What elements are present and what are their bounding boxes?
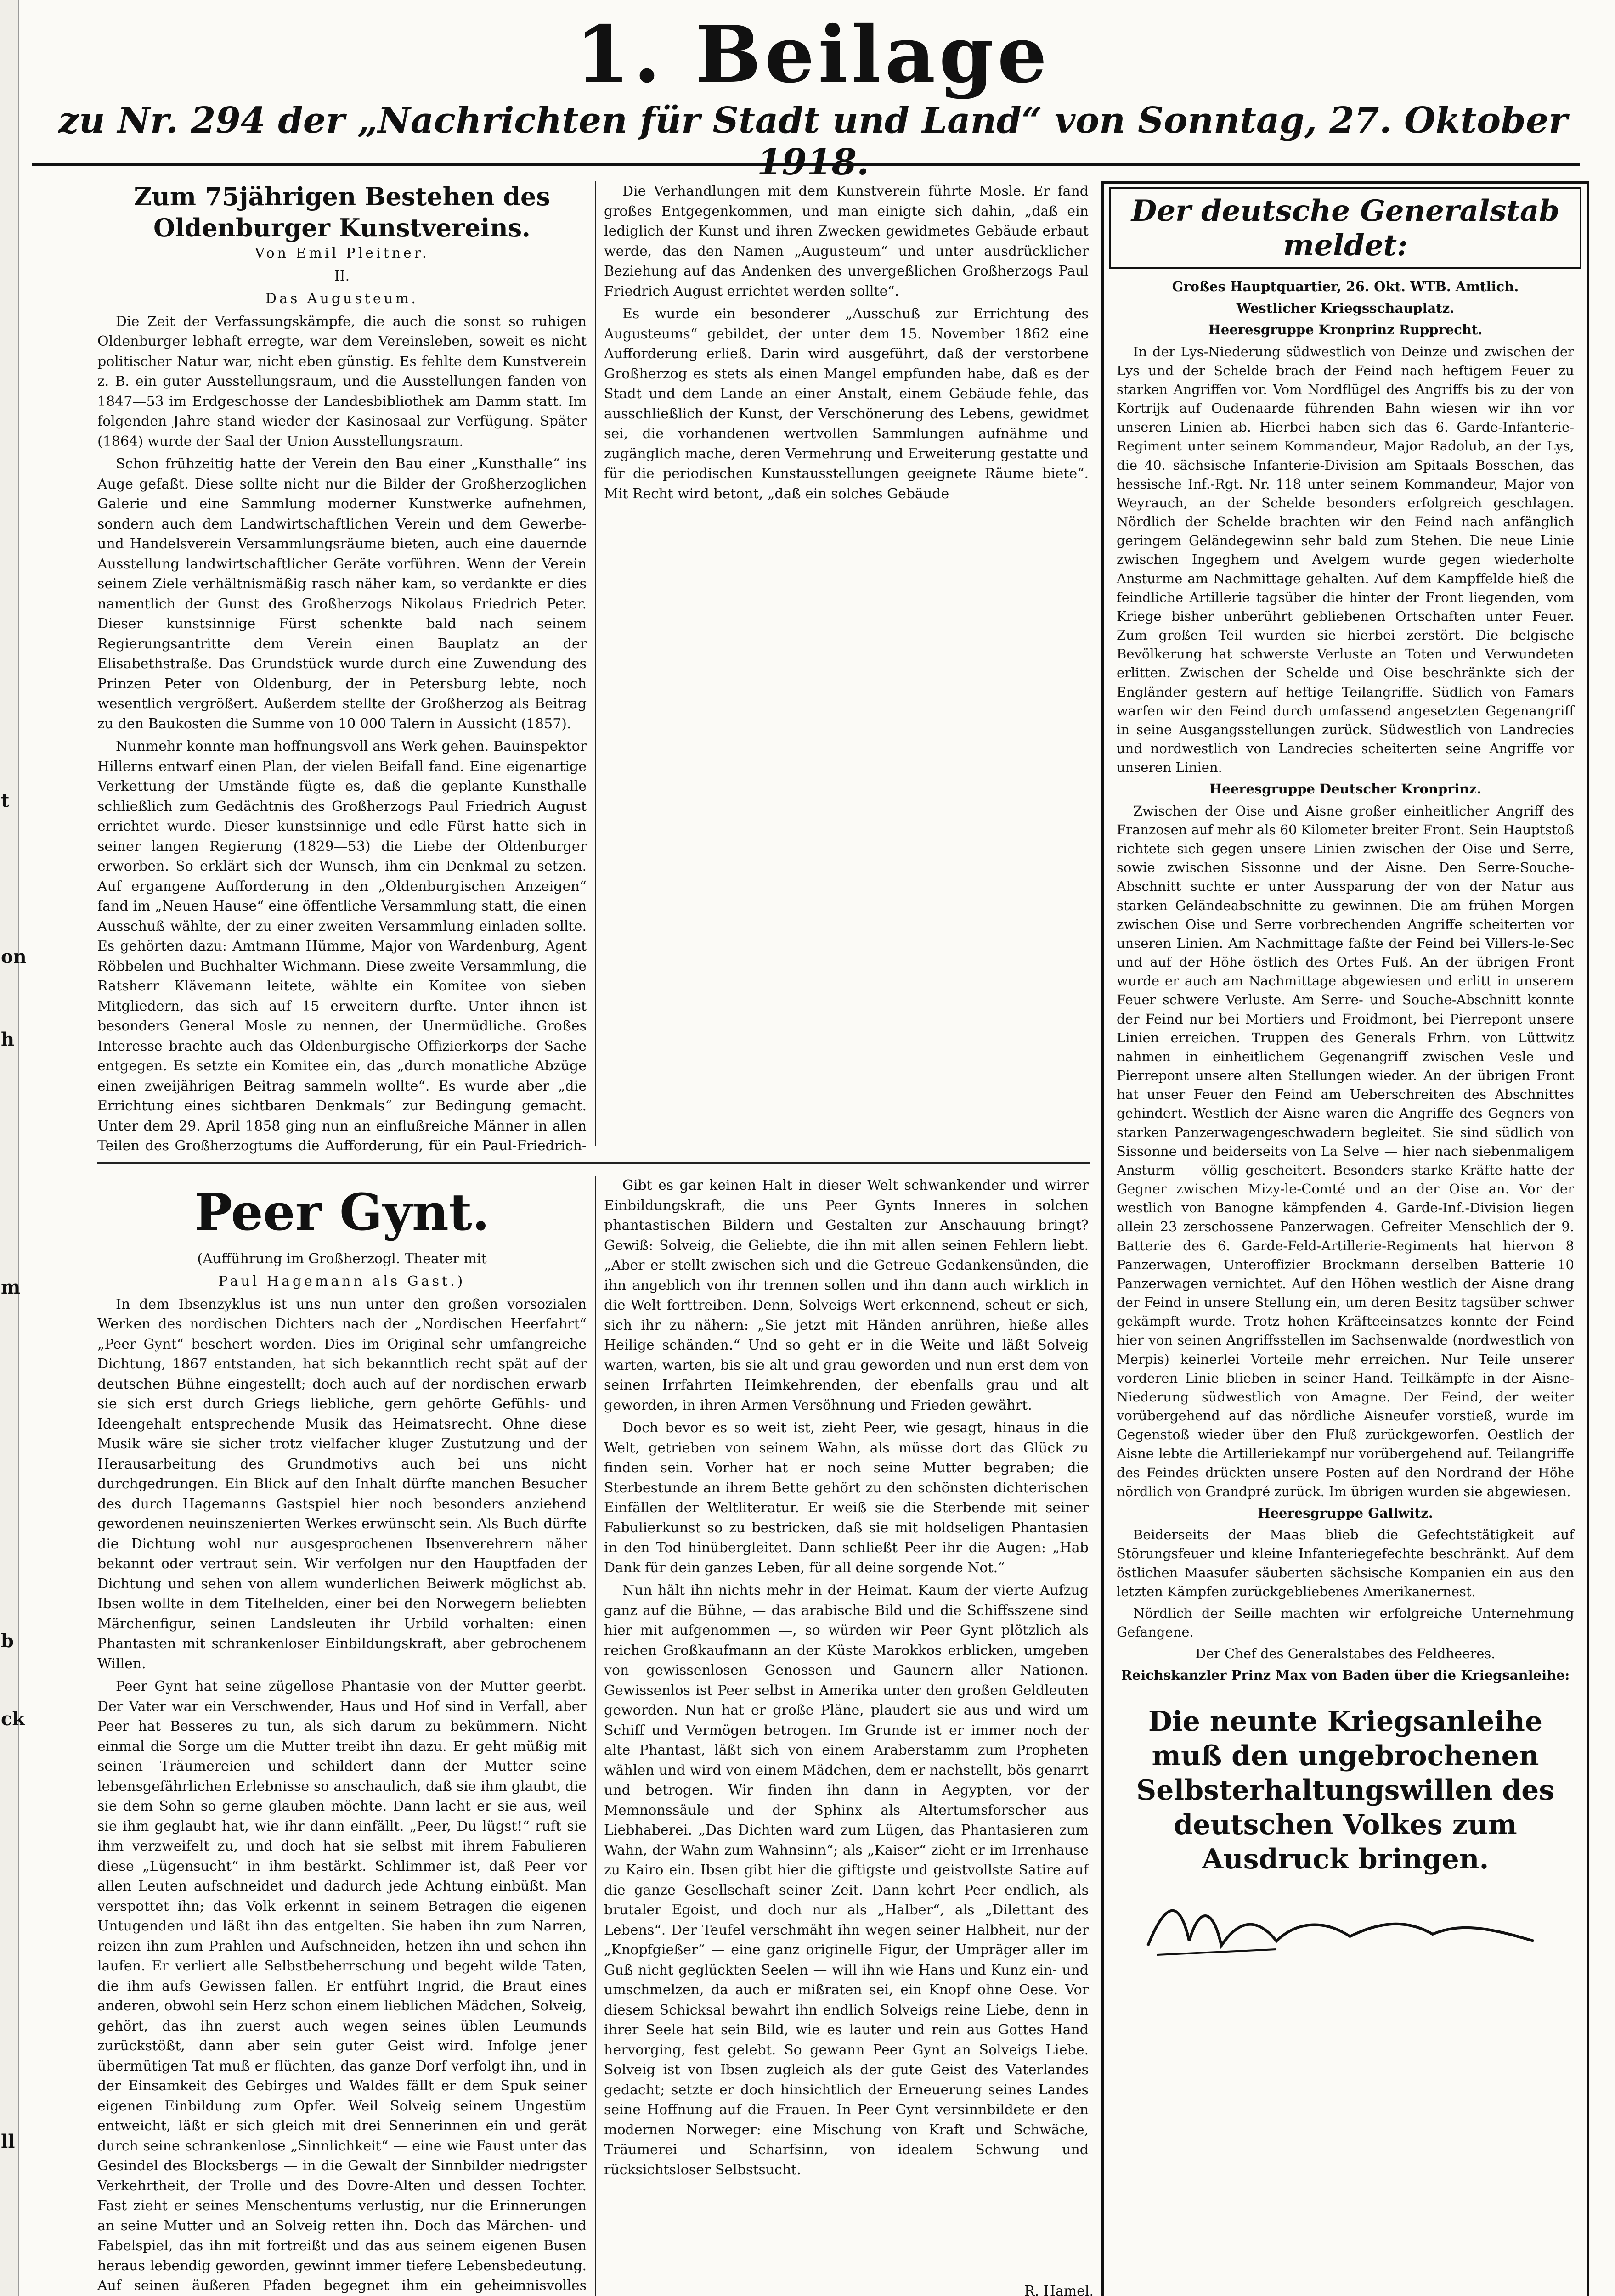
report-army-group: Heeresgruppe Kronprinz Rupprecht. (1208, 322, 1483, 338)
report-paragraph: In der Lys-Niederung südwestlich von Deinze und zwischen der Lys und der Schelde brach der Feind nach heftigem Feuer zu starken Angriffen vor. Vom Nordflügel des Angriffs bis zu der von Kortrijk auf Oudenaarde führenden Bahn wiesen wir ihn vor unseren Linien ab. Hierbei haben sich das 6. Garde-Infanterie-Regiment unter seinem Kommandeur, Major Radolub, an der Lys, die 40. sächsische Infanterie-Division am Spitaals Bosschen, das hessische Inf.-Rgt. Nr. 118 unter seinem Kommandeur, Major von Weyrauch, an der Schelde besonders erfolgreich geschlagen. Nördlich der Schelde brachten wir den Feind nach anfänglich geringem Geländegewinn sehr bald zum Stehen. Die neue Linie zwischen Ingeghem und Avelgem wurde gegen wiederholte Ansturme am Nachmittage gehalten. Auf dem Kampffelde hieß die feindliche Artillerie tagsüber die hinter der Front liegenden, vom Kriege bisher unberührt gebliebenen Ortschaften unter Feuer. Zum großen Teil wurden sie hierbei zerstört. Die belgische Bevölkerung hat schwerste Verluste an Toten und Verwundeten erlitten. Zwischen der Schelde und Oise beschränkte sich der Engländer gestern auf heftige Teilangriffe. Südlich von Famars warfen wir den Feind durch umfassend angesetzten Gegenangriff in seine Ausgangsstellungen zurück. Südwestlich von Landrecies und nordwestlich von Landrecies scheiterten seine Angriffe vor unseren Linien. (1117, 343, 1574, 776)
peer-gynt-column-2 (604, 1176, 1089, 2278)
peer-gynt-title: Peer Gynt. (194, 1182, 490, 1242)
signature-graphic (1131, 1891, 1559, 1964)
report-paragraph: Nördlich der Seille machten wir erfolgreiche Unternehmung Gefangene. (1117, 1605, 1574, 1640)
peer-gynt-author: R. Hamel. (1024, 2283, 1094, 2296)
kunstverein-paragraph: Nunmehr konnte man hoffnungsvoll ans Werk gehen. Bauinspektor Hillerns entwarf einen Plan, der vielen Beifall fand. Eine eigenartige Verkettung der Umstände fügte es, daß die geplante Kunsthalle schließlich zum Gedächtnis des Großherzogs Paul Friedrich August errichtet wurde. Dieser kunstsinnige und edle Fürst hatte sich in seiner langen Regierung (1829—53) die Liebe der Oldenburger erworben. So erklärt sich der Wunsch, ihm ein Denkmal zu setzen. Auf ergangene Aufforderung in den „Oldenburgischen Anzeigen“ fand im „Neuen Hause“ eine öffentliche Versammlung statt, die einen Ausschuß wählte, der zu einer zweiten Versammlung einladen sollte. Es gehörten dazu: Amtmann Hümme, Major von Wardenburg, Agent Röbbelen und Buchhalter Wichmann. Diese zweite Versammlung, die Ratsherr Klävemann leitete, wählte ein Komitee von sieben Mitgliedern, das sich auf 15 erweitern durfte. Unter ihnen ist besonders General Mosle zu nennen, der Unermüdliche. Großes Interesse brachte auch das Oldenburgische Offizierkorps der Sache entgegen. Es setzte ein Komitee ein, das „durch monatliche Abzüge einen zweijährigen Beitrag sammeln wollte“. Es wurde aber „die Errichtung eines sichtbaren Denkmals“ zur Bedingung gemacht. Unter dem 29. April 1858 ging nun an einflußreiche Männer in allen Teilen des Großherzogtums die Aufforderung, für ein Paul-Friedrich- (97, 738, 587, 1154)
peer-gynt-paragraph: In dem Ibsenzyklus ist uns nun unter den großen vorsozialen Werken des nordischen Dichters nach der „Nordischen Heerfahrt“ „Peer Gynt“ beschert worden. Dies im Original sehr umfangreiche Dichtung, 1867 entstanden, hat sich bekanntlich recht spät auf der deutschen Bühne eingestellt; doch auch auf der nordischen erwarb sie sich erst durch Griegs liebliche, gern gehörte Gefühls- und Ideengehalt entsprechende Musik das Heimatsrecht. Ohne diese Musik wäre sie sicher trotz vielfacher kluger Zustutzung und der Herausarbeitung des Grundmotivs auch bei uns nicht durchgedrungen. Ein Blick auf den Inhalt dürfte manchen Besucher des durch Hagemanns Gastspiel hier noch besonders anziehend gewordenen neuinszenierten Werkes erwünscht sein. Als Buch dürfte die Dichtung wohl nur ausgesprochenen Ibsenverehrern näher bekannt oder vertraut sein. Wir verfolgen nur den Hauptfaden der Dichtung und sehen von allem wunderlichen Beiwerk möglichst ab. Ibsen wollte in dem Titelhelden, einer bei den Norwegern beliebten Märchenfigur, seinen Landsleuten ihr Urbild vorhalten: einen Phantasten mit schrankenloser Einbildungskraft, aber gebrochenem Willen. (97, 1296, 587, 1672)
report-paragraph: Zwischen der Oise und Aisne großer einheitlicher Angriff des Franzosen auf mehr als 60 Kilometer breiter Front. Sein Hauptstoß richtete sich gegen unsere Linien zwischen der Oise und Serre, sowie zwischen Sissonne und der Aisne. Den Serre-Souche-Abschnitt suchte er unter Aussparung der von der Natur aus starken Geländeabschnitte zu gewinnen. Die am frühen Morgen zwischen Oise und Serre vorbrechenden Angriffe scheiterten vor unseren Linien. Am Nachmittage faßte der Feind bei Villers-le-Sec und auf der Höhe östlich des Ortes Fuß. An der übrigen Front wurde er auch am Nachmittage abgewiesen und erlitt in unserem Feuer schwere Verluste. Am Serre- und Souche-Abschnitt konnte der Feind nur bei Mortiers und Froidmont, bei Pierrepont unsere Linien erreichen. Truppen des Generals Frhrn. von Lüttwitz nahmen in einheitlichem Gegenangriff zwischen Vesle und Pierrepont unsere alten Stellungen wieder. An der übrigen Front hat unser Feuer den Feind am Ueberschreiten des Abschnittes gehindert. Westlich der Aisne waren die Angriffe des Gegners von starken Panzerwagengeschwadern begleitet. Sie sind südlich von Sissonne und beiderseits von La Selve — hier nach siebenmaligem Ansturm — völlig gescheitert. Besonders starke Kräfte hatte der Gegner zwischen Mizy-le-Comté und an der Oise an. Vor der westlich von Banogne kämpfenden 4. Garde-Inf.-Division liegen allein 23 zerschossene Panzerwagen. Gefreiter Menschlich der 9. Batterie des 6. Garde-Feld-Artillerie-Regiments hat hiervon 8 Panzerwagen, Unteroffizier Brockmann derselben Batterie 10 Panzerwagen vernichtet. Auf den Höhen westlich der Aisne drang der Feind in unsere Stellung ein, um deren Besitz tagsüber schwer gekämpft wurde. Trotz hohen Kräfteeinsatzes konnte der Feind hier von seinen Angriffsstellen im Sachsenwalde (nordwestlich von Merpis) keinerlei Vorteile mehr erreichen. Nur Teile unserer vorderen Linie blieben in seiner Hand. Teilkämpfe in der Aisne-Niederung südwestlich von Amagne. Der Feind, der weiter vorübergehend auf das nördliche Aisneufer vorstieß, wurde im Gegenstoß wieder über den Fluß zurückgeworfen. Oestlich der Aisne lebte die Artilleriekampf nur vorübergehend auf. Teilangriffe des Feindes drückten unsere Posten auf den Nordrand der Höhe nördlich von Grandpré zurück. Im übrigen wurden sie abgewiesen. (1117, 803, 1574, 1499)
generalstab-report (1104, 273, 1587, 1693)
kunstverein-section: Das Augusteum. (265, 291, 418, 307)
column-rule (595, 181, 596, 1146)
peer-gynt-paragraph: Nun hält ihn nichts mehr in der Heimat. Kaum der vierte Aufzug ganz auf die Bühne, — das arabische Bild und die Schiffsszene sind hier mit aufgenommen —, so würden wir Peer Gynt plötzlich als reichen Großkaufmann an der Küste Marokkos erblicken, umgeben von gewissenlosen Genossen und Gaunern aller Nationen. Gewissenlos ist Peer selbst in Amerika unter den großen Geldleuten geworden. Nun hat er große Pläne, plaudert sie aus und wird um Schiff und Vermögen betrogen. Im Grunde ist er immer noch der alte Phantast, läßt sich von einem Araberstamm zum Propheten wählen und wird von einem Mädchen, dem er nachstellt, bös genarrt und betrogen. Wir finden ihn dann in Aegypten, vor der Memnonssäule und der Sphinx als Altertumsforscher aus Liebhaberei. „Das Dichten ward zum Lügen, das Phantasieren zum Wahn, der Wahn zum Wahnsinn“; als „Kaiser“ zieht er im Irrenhause zu Kairo ein. Ibsen gibt hier die giftigste und geistvollste Satire auf die ganze Gesellschaft seiner Zeit. Dann kehrt Peer endlich, als brutaler Egoist, und doch nur als „Halber“, als „Dilettant des Lebens“. Der Teufel verschmäht ihn wegen seiner Halbheit, nur der „Knopfgießer“ — eine ganz originelle Figur, der Umpräger aller im Guß nicht geglückten Seelen — will ihn wie Hans und Kunz ein- und umschmelzen, da auch er mißraten sei, ein Knopf ohne Oese. Vor diesem Schicksal bewahrt ihn endlich Solveigs reine Liebe, denn in ihrer Seele hat sein Bild, wie es lauter und rein aus Gottes Hand hervorging, fest gelebt. So gewann Peer Gynt an Solveigs Liebe. Solveig ist von Ibsen zugleich als der gute Geist des Vaterlandes gedacht; setzte er doch hinsichtlich der Erneuerung seines Landes seine Hoffnung auf die Frauen. In Peer Gynt versinnbildete er den modernen Norweger: eine Mischung von Kraft und Schwäche, Träumerei und Scharfsinn, von idealem Schwung und rücksichtsloser Selbstsucht. (604, 1582, 1089, 2178)
kunstverein-column-1 (97, 181, 587, 1155)
report-army-group: Heeresgruppe Deutscher Kronprinz. (1209, 781, 1482, 797)
generalstab-title: Der deutsche Generalstab meldet: (1109, 187, 1581, 269)
report-army-group: Heeresgruppe Gallwitz. (1258, 1505, 1433, 1521)
kunstverein-paragraph: Die Verhandlungen mit dem Kunstverein führte Mosle. Er fand großes Entgegenkommen, und man einigte sich dahin, „daß ein lediglich der Kunst und ihren Zwecken gewidmetes Gebäude erbaut werde, das den Namen „Augusteum“ und unter ausdrücklicher Beziehung auf das Andenken des unvergeßlichen Großherzogs Paul Friedrich August errichtet werden sollte“. (604, 183, 1089, 299)
report-dateline: Großes Hauptquartier, 26. Okt. WTB. Amtlich. (1172, 279, 1519, 294)
left-page-fragment (0, 0, 27, 2296)
report-paragraph: Beiderseits der Maas blieb die Gefechtstätigkeit auf Störungsfeuer und kleine Infanteriegefechte beschränkt. Auf dem östlichen Maasufer säuberten sächsische Kompanien ein aus den letzten Kämpfen zurückgebliebenes Amerikanernest. (1117, 1527, 1574, 1599)
war-loan-quote: Die neunte Kriegsanleihe muß den ungebrochenen Selbsterhaltungswillen des deutschen Volkes zum Ausdruck bringen. (1136, 1705, 1555, 1875)
peer-gynt-subtitle: Paul Hagemann als Gast.) (218, 1273, 466, 1289)
kunstverein-title: Zum 75jährigen Bestehen des Oldenburger Kunstvereins. (134, 182, 550, 242)
kunstverein-byline: Von Emil Pleitner. (254, 245, 429, 261)
fragment-letter: t (1, 790, 10, 811)
column-rule (595, 1176, 596, 2296)
section-rule (97, 1162, 1090, 1164)
fragment-letter: ck (1, 1708, 25, 1730)
peer-gynt-column-1 (97, 1176, 587, 2296)
fragment-letter: m (1, 1277, 21, 1298)
fragment-letter: on (1, 946, 27, 968)
kunstverein-part: II. (334, 268, 350, 284)
chancellor-signature (1131, 1891, 1559, 1964)
generalstab-box (1101, 181, 1589, 2296)
kunstverein-paragraph: Es wurde ein besonderer „Ausschuß zur Errichtung des Augusteums“ gebildet, der unter dem 15. November 1862 eine Aufforderung erließ. Darin wird ausgeführt, daß der verstorbene Großherzog es stets als einen Mangel empfunden habe, daß es der Stadt und dem Lande an einer Anstalt, einem Gebäude fehle, das ausschließlich der Kunst, der Verschönerung des Lebens, gewidmet sei, die vorhandenen wertvollen Sammlungen aufnähme und zugänglich mache, deren Vermehrung und Erweiterung gestatte und für die periodischen Kunstausstellungen geeignete Räume biete“. Mit Recht wird betont, „daß ein solches Gebäude (604, 306, 1089, 502)
masthead-rule (32, 163, 1580, 166)
kunstverein-paragraph: Schon frühzeitig hatte der Verein den Bau einer „Kunsthalle“ ins Auge gefaßt. Diese sollte nicht nur die Bilder der Großherzoglichen Galerie und eine Sammlung moderner Kunstwerke aufnehmen, sondern auch dem Landwirtschaftlichen Verein und dem Gewerbe- und Handelsverein Versammlungsräume bieten, auch eine dauernde Ausstellung landwirtschaftlicher Geräte vorführen. Wenn der Verein seinem Ziele verhältnismäßig rasch näher kam, so verdankte er dies namentlich der Gunst des Großherzogs Nikolaus Friedrich Peter. Dieser kunstsinnige Fürst schenkte bald nach seinem Regierungsantritte dem Verein einen Bauplatz an der Elisabethstraße. Das Grundstück wurde durch eine Zuwendung des Prinzen Peter von Oldenburg, der in Petersburg lebte, noch wesentlich vergrößert. Außerdem stellte der Großherzog als Beitrag zu den Baukosten die Summe von 10 000 Talern in Aussicht (1857). (97, 456, 587, 732)
peer-gynt-paragraph: Doch bevor es so weit ist, zieht Peer, wie gesagt, hinaus in die Welt, getrieben von seinem Wahn, als müsse dort das Glück zu finden sein. Vorher hat er noch seine Mutter begraben; die Sterbestunde an ihrem Bette gehört zu den schönsten dichterischen Einfällen der Weltliteratur. Er weiß sie die Sterbende mit seiner Fabulierkunst so zu bestricken, daß sie mit holdseligen Phantasien in den Tod hinübergleitet. Dann schließt Peer ihr die Augen: „Hab Dank für dein ganzes Leben, für all deine sorgende Not.“ (604, 1420, 1089, 1576)
peer-gynt-subtitle: (Aufführung im Großherzogl. Theater mit (197, 1250, 487, 1267)
fragment-letter: h (1, 1029, 15, 1050)
supplement-title: 1. Beilage (575, 9, 1051, 101)
report-closing: Der Chef des Generalstabes des Feldheeres. (1195, 1646, 1496, 1662)
kunstverein-paragraph: Die Zeit der Verfassungskämpfe, die auch die sonst so ruhigen Oldenburger lebhaft erregte, war dem Vereinsleben, soweit es nicht politischer Natur war, nicht eben günstig. Es fehlte dem Kunstverein z. B. ein guter Ausstellungsraum, und die Ausstellungen fanden von 1847—53 im Erdgeschosse der Landesbibliothek am Damm statt. Im folgenden Jahre stand wieder der Kasinosaal zur Verfügung. Später (1864) wurde der Saal der Union Ausstellungsraum. (97, 313, 587, 450)
masthead (28, 9, 1598, 183)
supplement-subtitle: zu Nr. 294 der „Nachrichten für Stadt und Land“ von Sonntag, 27. Oktober 1918. (58, 99, 1568, 183)
peer-gynt-paragraph: Peer Gynt hat seine zügellose Phantasie von der Mutter geerbt. Der Vater war ein Verschwender, Haus und Hof sind in Verfall, aber Peer hat Besseres zu tun, als sich darum zu bekümmern. Nicht einmal die Sorge um die Mutter treibt ihn dazu. Er geht müßig mit seinen Träumereien und schildert dann der Mutter seine lebensgefährlichen Erlebnisse so anschaulich, daß sie ihm glaubt, die sie dem Sohn so gerne glauben möchte. Dann lacht er sie aus, weil sie ihm geglaubt hat, wie ihr dann einfällt. „Peer, Du lügst!“ ruft sie ihm verzweifelt zu, und doch hat sie selbst mit ihrem Fabulieren diese „Lügensucht“ in ihm bestärkt. Schlimmer ist, daß Peer vor allen Leuten aufschneidet und dadurch jede Achtung einbüßt. Man verspottet ihn; das Volk erkennt in seinem Betragen die eigenen Untugenden und läßt ihn das entgelten. Sie haben ihn zum Narren, reizen ihn zum Prahlen und Aufschneiden, hetzen ihn und sehen ihn laufen. Er verliert alle Selbstbeherrschung und begeht wilde Taten, die ihm aufs Gewissen fallen. Er entführt Ingrid, die Braut eines anderen, obwohl sein Herz schon einem lieblichen Mädchen, Solveig, gehört, das ihn zuerst auch wegen seines üblen Leumunds zurückstößt, dann aber sein guter Geist wird. Infolge jener übermütigen Tat muß er flüchten, das ganze Dorf verfolgt ihn, und in der Einsamkeit des Gebirges und Waldes fällt er dem Spuk seiner eigenen Einbildung zum Opfer. Weil Solveig seinem Ungestüm entweicht, läßt er sich gleich mit drei Sennerinnen ein und gerät durch seine schrankenlose „Sinnlichkeit“ — eine wie Faust unter das Gesindel des Blocksbergs — in die Gewalt der Sinnbilder niedrigster Verkehrtheit, der Trolle und des Dovre-Alten und dessen Tochter. Fast zieht er seines Menschentums verlustig, nur die Erinnerungen an seine Mutter und an Solveig retten ihn. Doch das Märchen- und Fabelspiel, das ihn mit fortreißt und das aus seinem eigenen Busen heraus lebendig geworden, gewinnt immer tiefere Lebensbedeutung. Auf seinen äußeren Pfaden begegnet ihm ein geheimnisvolles (97, 1678, 587, 2294)
report-theater: Westlicher Kriegsschauplatz. (1236, 300, 1455, 316)
kunstverein-column-2 (604, 181, 1089, 1155)
fragment-letter: b (1, 1630, 14, 1652)
fragment-letter: ll (1, 2131, 15, 2152)
chancellor-note: Reichskanzler Prinz Max von Baden über die Kriegsanleihe: (1121, 1667, 1570, 1683)
peer-gynt-paragraph: Gibt es gar keinen Halt in dieser Welt schwankender und wirrer Einbildungskraft, die uns Peer Gynts Inneres in solchen phantastischen Bildern und Gestalten zur Anschauung bringt? Gewiß: Solveig, die Geliebte, die ihn mit allen seinen Fehlern liebt. „Aber er stellt zwischen sich und die Getreue Gedankensünden, die ihn angeblich von ihr trennen sollen und ihn dann auch wirklich in die Welt forttreiben. Denn, Solveigs Wert erkennend, scheut er sich, sich ihr zu nähern: „Sie jetzt mit Händen anrühren, hieße alles Heilige schänden.“ Und so geht er in die Weite und läßt Solveig warten, warten, bis sie alt und grau geworden und nun erst dem von seinen Irrfahrten Heimkehrenden, der ebenfalls grau und alt geworden, in ihren Armen Versöhnung und Frieden gewährt. (604, 1177, 1089, 1413)
